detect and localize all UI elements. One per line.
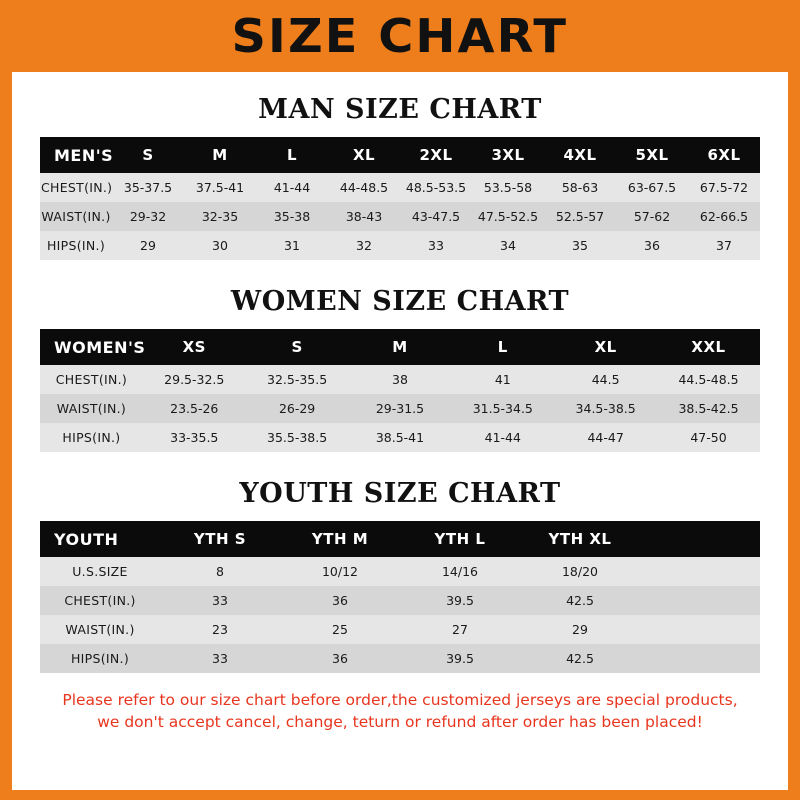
table-row xyxy=(40,615,760,644)
table-cell: 36 xyxy=(280,586,400,615)
column-header: YTH XL xyxy=(520,521,640,557)
table-row xyxy=(40,557,760,586)
bottom-accent-bar xyxy=(12,790,788,800)
man-table-header xyxy=(40,137,760,173)
table-cell: 52.5-57 xyxy=(544,202,616,231)
table-cell: 23.5-26 xyxy=(143,394,246,423)
table-cell: 42.5 xyxy=(520,644,640,673)
table-cell: 18/20 xyxy=(520,557,640,586)
table-header-row xyxy=(40,521,760,557)
women-table-header xyxy=(40,329,760,365)
youth-size-table xyxy=(40,521,760,673)
column-header: XXL xyxy=(657,329,760,365)
column-header: YTH L xyxy=(400,521,520,557)
page-banner xyxy=(12,0,788,72)
row-label: CHEST(IN.) xyxy=(40,173,112,202)
table-row xyxy=(40,173,760,202)
table-cell: 26-29 xyxy=(246,394,349,423)
table-cell: 44-48.5 xyxy=(328,173,400,202)
table-row xyxy=(40,394,760,423)
column-header-empty xyxy=(640,521,760,557)
column-header: 5XL xyxy=(616,137,688,173)
row-label: HIPS(IN.) xyxy=(40,423,143,452)
table-cell: 32 xyxy=(328,231,400,260)
table-row xyxy=(40,365,760,394)
table-cell: 37 xyxy=(688,231,760,260)
row-label: HIPS(IN.) xyxy=(40,644,160,673)
table-cell: 30 xyxy=(184,231,256,260)
row-label: WAIST(IN.) xyxy=(40,394,143,423)
row-label: HIPS(IN.) xyxy=(40,231,112,260)
table-cell-empty xyxy=(640,644,760,673)
column-header: XL xyxy=(328,137,400,173)
table-cell: 33 xyxy=(160,586,280,615)
section-title-women: WOMEN SIZE CHART xyxy=(230,286,570,317)
table-cell: 39.5 xyxy=(400,586,520,615)
table-cell: 41-44 xyxy=(451,423,554,452)
table-row xyxy=(40,423,760,452)
section-title-youth: YOUTH SIZE CHART xyxy=(239,478,561,509)
table-cell: 33 xyxy=(400,231,472,260)
row-label: WAIST(IN.) xyxy=(40,615,160,644)
man-table-body xyxy=(40,173,760,260)
table-cell: 63-67.5 xyxy=(616,173,688,202)
table-cell: 47.5-52.5 xyxy=(472,202,544,231)
row-label: CHEST(IN.) xyxy=(40,365,143,394)
table-cell: 32.5-35.5 xyxy=(246,365,349,394)
table-cell: 31 xyxy=(256,231,328,260)
table-cell: 29 xyxy=(520,615,640,644)
row-label: CHEST(IN.) xyxy=(40,586,160,615)
column-header: S xyxy=(246,329,349,365)
table-cell: 53.5-58 xyxy=(472,173,544,202)
column-header: 4XL xyxy=(544,137,616,173)
table-cell: 29 xyxy=(112,231,184,260)
table-cell: 39.5 xyxy=(400,644,520,673)
column-header: XL xyxy=(554,329,657,365)
table-cell: 34.5-38.5 xyxy=(554,394,657,423)
column-header: MEN'S xyxy=(40,137,112,173)
column-header: XS xyxy=(143,329,246,365)
table-cell: 29-31.5 xyxy=(349,394,452,423)
column-header: M xyxy=(349,329,452,365)
table-cell: 25 xyxy=(280,615,400,644)
table-cell: 57-62 xyxy=(616,202,688,231)
table-cell: 35 xyxy=(544,231,616,260)
youth-table-header xyxy=(40,521,760,557)
table-cell-empty xyxy=(640,557,760,586)
table-cell: 34 xyxy=(472,231,544,260)
table-cell: 27 xyxy=(400,615,520,644)
table-header-row xyxy=(40,329,760,365)
column-header: L xyxy=(451,329,554,365)
table-cell: 14/16 xyxy=(400,557,520,586)
table-cell: 62-66.5 xyxy=(688,202,760,231)
footer-line-1: Please refer to our size chart before order,the customized jerseys are special products, xyxy=(62,691,738,709)
table-cell: 8 xyxy=(160,557,280,586)
column-header: L xyxy=(256,137,328,173)
table-row xyxy=(40,202,760,231)
column-header: S xyxy=(112,137,184,173)
table-cell: 42.5 xyxy=(520,586,640,615)
chart-content xyxy=(12,94,788,734)
table-cell: 58-63 xyxy=(544,173,616,202)
table-cell: 48.5-53.5 xyxy=(400,173,472,202)
table-cell: 38 xyxy=(349,365,452,394)
table-cell: 29.5-32.5 xyxy=(143,365,246,394)
table-cell-empty xyxy=(640,586,760,615)
table-cell-empty xyxy=(640,615,760,644)
man-size-table xyxy=(40,137,760,260)
table-cell: 38-43 xyxy=(328,202,400,231)
table-cell: 47-50 xyxy=(657,423,760,452)
row-label: U.S.SIZE xyxy=(40,557,160,586)
table-header-row xyxy=(40,137,760,173)
table-cell: 33-35.5 xyxy=(143,423,246,452)
page-title: SIZE CHART xyxy=(231,9,569,63)
column-header: YTH S xyxy=(160,521,280,557)
table-cell: 44.5 xyxy=(554,365,657,394)
table-cell: 35.5-38.5 xyxy=(246,423,349,452)
table-cell: 38.5-42.5 xyxy=(657,394,760,423)
table-cell: 67.5-72 xyxy=(688,173,760,202)
column-header: 6XL xyxy=(688,137,760,173)
table-cell: 23 xyxy=(160,615,280,644)
column-header: YOUTH xyxy=(40,521,160,557)
youth-table-body xyxy=(40,557,760,673)
table-cell: 33 xyxy=(160,644,280,673)
footer-note xyxy=(40,689,760,734)
column-header: YTH M xyxy=(280,521,400,557)
table-cell: 38.5-41 xyxy=(349,423,452,452)
table-cell: 44.5-48.5 xyxy=(657,365,760,394)
table-cell: 32-35 xyxy=(184,202,256,231)
section-title-man: MAN SIZE CHART xyxy=(258,94,542,125)
footer-line-2: we don't accept cancel, change, teturn or refund after order has been placed! xyxy=(97,713,703,732)
table-cell: 41-44 xyxy=(256,173,328,202)
table-row xyxy=(40,644,760,673)
table-cell: 36 xyxy=(616,231,688,260)
table-cell: 31.5-34.5 xyxy=(451,394,554,423)
table-cell: 36 xyxy=(280,644,400,673)
table-row xyxy=(40,586,760,615)
table-cell: 35-38 xyxy=(256,202,328,231)
row-label: WAIST(IN.) xyxy=(40,202,112,231)
table-row xyxy=(40,231,760,260)
table-cell: 37.5-41 xyxy=(184,173,256,202)
table-cell: 44-47 xyxy=(554,423,657,452)
table-cell: 29-32 xyxy=(112,202,184,231)
column-header: WOMEN'S xyxy=(40,329,143,365)
table-cell: 10/12 xyxy=(280,557,400,586)
column-header: 2XL xyxy=(400,137,472,173)
column-header: M xyxy=(184,137,256,173)
table-cell: 41 xyxy=(451,365,554,394)
women-table-body xyxy=(40,365,760,452)
women-size-table xyxy=(40,329,760,452)
table-cell: 43-47.5 xyxy=(400,202,472,231)
table-cell: 35-37.5 xyxy=(112,173,184,202)
column-header: 3XL xyxy=(472,137,544,173)
